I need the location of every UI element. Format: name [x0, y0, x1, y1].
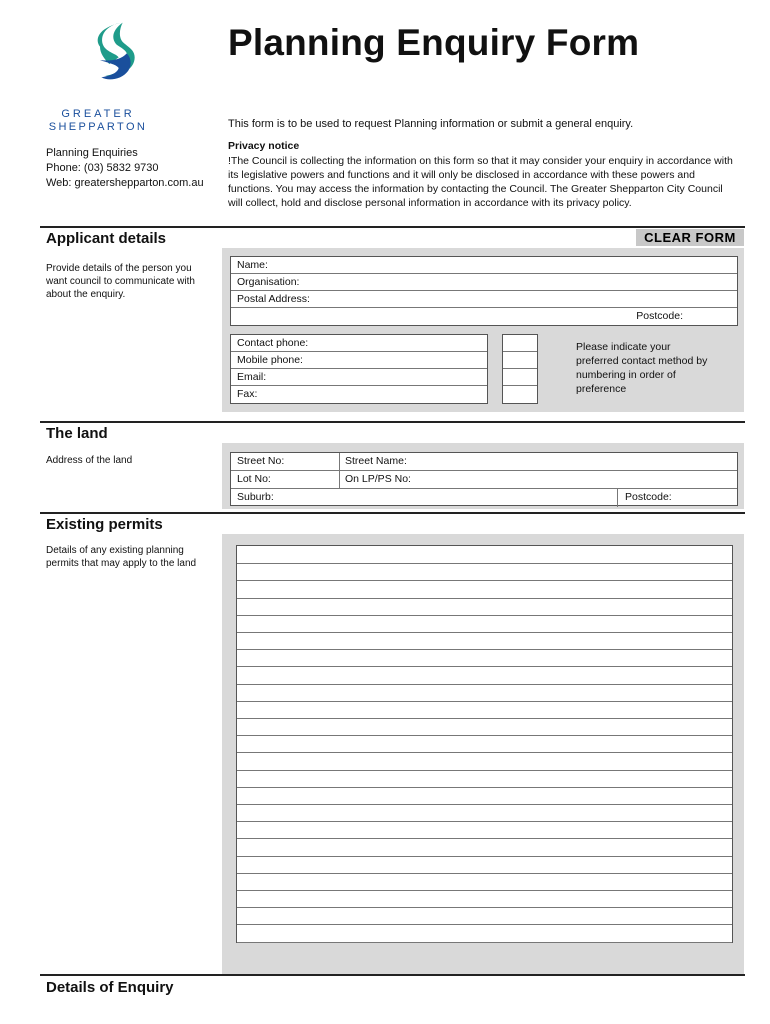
contact-phone-label: Contact phone:: [237, 337, 309, 349]
name-label: Name:: [237, 259, 268, 271]
ruled-line: [237, 598, 732, 599]
suburb-label: Suburb:: [237, 491, 274, 503]
ruled-line: [237, 856, 732, 857]
ruled-line: [237, 787, 732, 788]
ruled-line: [237, 701, 732, 702]
mobile-phone-label: Mobile phone:: [237, 354, 303, 366]
preference-box-fax[interactable]: [503, 386, 537, 403]
divider: [339, 471, 340, 488]
ruled-line: [237, 580, 732, 581]
section-rule-right: [220, 421, 745, 423]
ruled-line: [237, 924, 732, 925]
preference-note: Please indicate your preferred contact method by numbering in order of preference: [576, 341, 708, 395]
ruled-line: [237, 615, 732, 616]
greater-shepparton-logo: [80, 18, 160, 102]
ruled-line: [237, 873, 732, 874]
email-label: Email:: [237, 371, 267, 383]
permits-description: Details of any existing planning permits that may apply to the land: [46, 545, 197, 569]
preference-boxes: [502, 334, 538, 404]
ruled-line: [237, 649, 732, 650]
land-postcode-label: Postcode:: [625, 491, 672, 503]
postal-address-field[interactable]: [231, 291, 737, 308]
contact-methods-group: [230, 334, 488, 404]
contact-phone-field[interactable]: [231, 335, 487, 352]
lot-no-field[interactable]: [237, 471, 271, 487]
existing-permits-textarea[interactable]: [236, 545, 733, 943]
ruled-line: [237, 890, 732, 891]
ruled-line: [237, 563, 732, 564]
applicant-postcode-field[interactable]: [231, 308, 737, 325]
privacy-text: !The Council is collecting the information on this form so that it may consider your enquiry in accordance with its legislative powers and functions and it will only be disclosed in accordance with these powers and functions. You may access the information by contacting the Council. The Greater Shepparton City Council will collect, hold and disclose personal information in accordance with its privacy policy.: [228, 155, 733, 209]
clear-form-button[interactable]: CLEAR FORM: [636, 229, 744, 246]
section-rule-right: [220, 974, 745, 976]
existing-permits-heading: Existing permits: [46, 516, 163, 533]
lp-ps-label: On LP/PS No:: [345, 473, 411, 485]
street-no-label: Street No:: [237, 455, 285, 467]
land-description: Address of the land: [46, 455, 133, 466]
land-postcode-field[interactable]: [625, 489, 672, 505]
details-of-enquiry-heading: Details of Enquiry: [46, 979, 174, 996]
ruled-line: [237, 804, 732, 805]
divider: [339, 453, 340, 470]
ruled-line: [237, 735, 732, 736]
postal-address-label: Postal Address:: [237, 293, 310, 305]
section-rule-left: [40, 421, 220, 423]
applicant-postcode-label: Postcode:: [636, 310, 683, 322]
contact-label: Planning Enquiries: [46, 147, 138, 159]
organisation-label: Organisation:: [237, 276, 300, 288]
street-name-field[interactable]: [345, 453, 407, 469]
land-address-group: [230, 452, 738, 506]
land-row-2: [231, 471, 737, 489]
land-row-1: [231, 453, 737, 471]
section-rule-right: [220, 512, 745, 514]
ruled-line: [237, 907, 732, 908]
logo-text-line2: SHEPPARTON: [48, 121, 148, 133]
ruled-line: [237, 718, 732, 719]
name-field[interactable]: [231, 257, 737, 274]
divider: [617, 489, 618, 507]
privacy-heading: Privacy notice: [228, 140, 300, 152]
logo-text-line1: GREATER: [61, 108, 135, 120]
section-rule-left: [40, 512, 220, 514]
fax-label: Fax:: [237, 388, 258, 400]
applicant-description: Provide details of the person you want council to communicate with about the enquiry.: [46, 263, 195, 300]
ruled-line: [237, 632, 732, 633]
email-field[interactable]: [231, 369, 487, 386]
land-row-3: [231, 489, 737, 507]
ruled-line: [237, 821, 732, 822]
applicant-details-heading: Applicant details: [46, 230, 167, 247]
contact-web: Web: greatershepparton.com.au: [46, 177, 204, 189]
ruled-line: [237, 752, 732, 753]
street-name-label: Street Name:: [345, 455, 407, 467]
mobile-phone-field[interactable]: [231, 352, 487, 369]
section-rule-left: [40, 974, 220, 976]
lot-no-label: Lot No:: [237, 473, 271, 485]
suburb-field[interactable]: [237, 489, 274, 505]
section-rule-left: [40, 226, 220, 228]
lp-ps-field[interactable]: [345, 471, 411, 487]
contact-phone: Phone: (03) 5832 9730: [46, 162, 159, 174]
ruled-line: [237, 942, 732, 943]
fax-field[interactable]: [231, 386, 487, 403]
organisation-field[interactable]: [231, 274, 737, 291]
preference-box-mobile[interactable]: [503, 352, 537, 369]
preference-box-email[interactable]: [503, 369, 537, 386]
ruled-line: [237, 684, 732, 685]
the-land-heading: The land: [46, 425, 108, 442]
contact-block: [46, 146, 204, 191]
intro-text: This form is to be used to request Planning information or submit a general enquiry.: [228, 118, 634, 130]
preference-box-phone[interactable]: [503, 335, 537, 352]
street-no-field[interactable]: [237, 453, 284, 469]
section-rule-right: [220, 226, 745, 228]
ruled-line: [237, 770, 732, 771]
ruled-line: [237, 666, 732, 667]
applicant-address-group: [230, 256, 738, 326]
page-title: Planning Enquiry Form: [228, 22, 640, 63]
ruled-line: [237, 838, 732, 839]
